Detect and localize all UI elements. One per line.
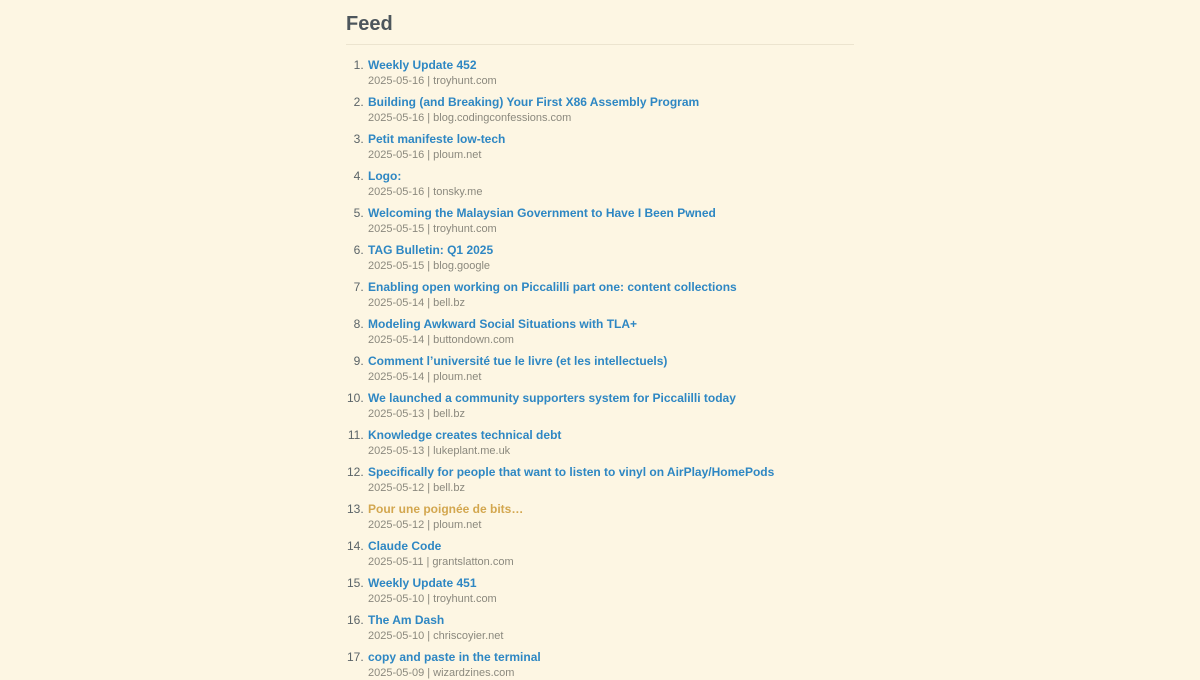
feed-item	[367, 650, 854, 680]
feed-item	[367, 391, 854, 421]
feed-item-meta	[368, 297, 854, 310]
feed-item-date: 2025-05-15	[368, 259, 425, 272]
feed-item-date: 2025-05-10	[368, 629, 425, 642]
feed-item	[367, 243, 854, 273]
feed-item-separator: |	[427, 518, 431, 531]
feed-item-date: 2025-05-15	[368, 222, 425, 235]
feed-item-link[interactable]: copy and paste in the terminal	[368, 649, 541, 664]
feed-item-source: bell.bz	[433, 481, 465, 494]
feed-item-date: 2025-05-13	[368, 444, 425, 457]
feed-item-link[interactable]: Claude Code	[368, 538, 442, 553]
feed-item-date: 2025-05-09	[368, 666, 425, 679]
feed-item-link[interactable]: The Am Dash	[368, 612, 445, 627]
feed-item	[367, 317, 854, 347]
feed-item-separator: |	[427, 629, 431, 642]
feed-item-date: 2025-05-16	[368, 185, 425, 198]
feed-item-link[interactable]: Pour une poignée de bits…	[368, 501, 524, 516]
feed-item-meta	[368, 630, 854, 643]
feed-item-separator: |	[427, 74, 431, 87]
feed-item-meta	[368, 519, 854, 532]
feed-item-link[interactable]: We launched a community supporters system for Piccalilli today	[368, 390, 736, 405]
feed-item-source: ploum.net	[433, 370, 482, 383]
feed-page	[346, 0, 854, 680]
page-title: Feed	[346, 13, 393, 35]
feed-item-date: 2025-05-14	[368, 370, 425, 383]
feed-item	[367, 613, 854, 643]
feed-item-date: 2025-05-11	[368, 555, 424, 568]
feed-item-date: 2025-05-16	[368, 74, 425, 87]
feed-item-date: 2025-05-12	[368, 518, 425, 531]
feed-item-separator: |	[427, 407, 431, 420]
feed-item	[367, 539, 854, 569]
feed-item-separator: |	[427, 333, 431, 346]
feed-item-source: bell.bz	[433, 296, 465, 309]
feed-item-source: troyhunt.com	[433, 222, 497, 235]
feed-item-separator: |	[427, 592, 431, 605]
feed-item-separator: |	[427, 185, 431, 198]
feed-item-date: 2025-05-16	[368, 148, 425, 161]
feed-item	[367, 206, 854, 236]
feed-item-link[interactable]: Specifically for people that want to listen to vinyl on AirPlay/HomePods	[368, 464, 775, 479]
feed-item-separator: |	[427, 111, 431, 124]
feed-item-source: troyhunt.com	[433, 592, 497, 605]
feed-item-link[interactable]: Enabling open working on Piccalilli part one: content collections	[368, 279, 737, 294]
feed-item-source: ploum.net	[433, 148, 482, 161]
feed-item-link[interactable]: Logo:	[368, 168, 402, 183]
feed-item-date: 2025-05-16	[368, 111, 425, 124]
feed-item-source: tonsky.me	[433, 185, 483, 198]
feed-item-source: blog.codingconfessions.com	[433, 111, 572, 124]
feed-item-meta	[368, 112, 854, 125]
feed-item-separator: |	[427, 296, 431, 309]
feed-item-meta	[368, 556, 854, 569]
feed-item-meta	[368, 408, 854, 421]
feed-item-separator: |	[427, 259, 431, 272]
feed-item-source: troyhunt.com	[433, 74, 497, 87]
feed-item-source: ploum.net	[433, 518, 482, 531]
feed-item-meta	[368, 223, 854, 236]
feed-item	[367, 95, 854, 125]
feed-item-source: grantslatton.com	[432, 555, 514, 568]
feed-item-source: blog.google	[433, 259, 491, 272]
feed-item	[367, 280, 854, 310]
feed-item-meta	[368, 482, 854, 495]
feed-item-source: buttondown.com	[433, 333, 514, 346]
feed-item-separator: |	[426, 555, 430, 568]
feed-item-source: chriscoyier.net	[433, 629, 504, 642]
feed-item-meta	[368, 260, 854, 273]
feed-item-date: 2025-05-14	[368, 333, 425, 346]
feed-item-link[interactable]: Comment l’université tue le livre (et les intellectuels)	[368, 353, 668, 368]
feed-item-link[interactable]: TAG Bulletin: Q1 2025	[368, 242, 494, 257]
feed-item-meta	[368, 445, 854, 458]
feed-item-meta	[368, 75, 854, 88]
feed-item-separator: |	[427, 444, 431, 457]
feed-item	[367, 132, 854, 162]
feed-item-link[interactable]: Building (and Breaking) Your First X86 Assembly Program	[368, 94, 700, 109]
feed-item-link[interactable]: Welcoming the Malaysian Government to Have I Been Pwned	[368, 205, 716, 220]
feed-item	[367, 465, 854, 495]
feed-item	[367, 502, 854, 532]
feed-item-link[interactable]: Modeling Awkward Social Situations with TLA+	[368, 316, 638, 331]
feed-item-meta	[368, 186, 854, 199]
feed-item-meta	[368, 371, 854, 384]
feed-item-link[interactable]: Petit manifeste low-tech	[368, 131, 506, 146]
feed-list	[346, 58, 854, 680]
feed-item-meta	[368, 593, 854, 606]
feed-item-date: 2025-05-13	[368, 407, 425, 420]
feed-item-meta	[368, 149, 854, 162]
title-divider	[346, 44, 854, 45]
feed-item-source: bell.bz	[433, 407, 465, 420]
feed-item	[367, 58, 854, 88]
feed-item-meta	[368, 667, 854, 680]
feed-item-date: 2025-05-12	[368, 481, 425, 494]
feed-item-separator: |	[427, 481, 431, 494]
feed-item-source: wizardzines.com	[433, 666, 515, 679]
feed-item	[367, 576, 854, 606]
feed-item-separator: |	[427, 222, 431, 235]
feed-item-meta	[368, 334, 854, 347]
feed-item	[367, 354, 854, 384]
feed-item-separator: |	[427, 148, 431, 161]
feed-item	[367, 428, 854, 458]
feed-item-link[interactable]: Weekly Update 451	[368, 575, 477, 590]
feed-item-separator: |	[427, 370, 431, 383]
feed-item-date: 2025-05-14	[368, 296, 425, 309]
feed-item-source: lukeplant.me.uk	[433, 444, 511, 457]
feed-item-link[interactable]: Weekly Update 452	[368, 58, 477, 72]
feed-item-separator: |	[427, 666, 431, 679]
feed-item	[367, 169, 854, 199]
feed-item-link[interactable]: Knowledge creates technical debt	[368, 427, 562, 442]
feed-item-date: 2025-05-10	[368, 592, 425, 605]
